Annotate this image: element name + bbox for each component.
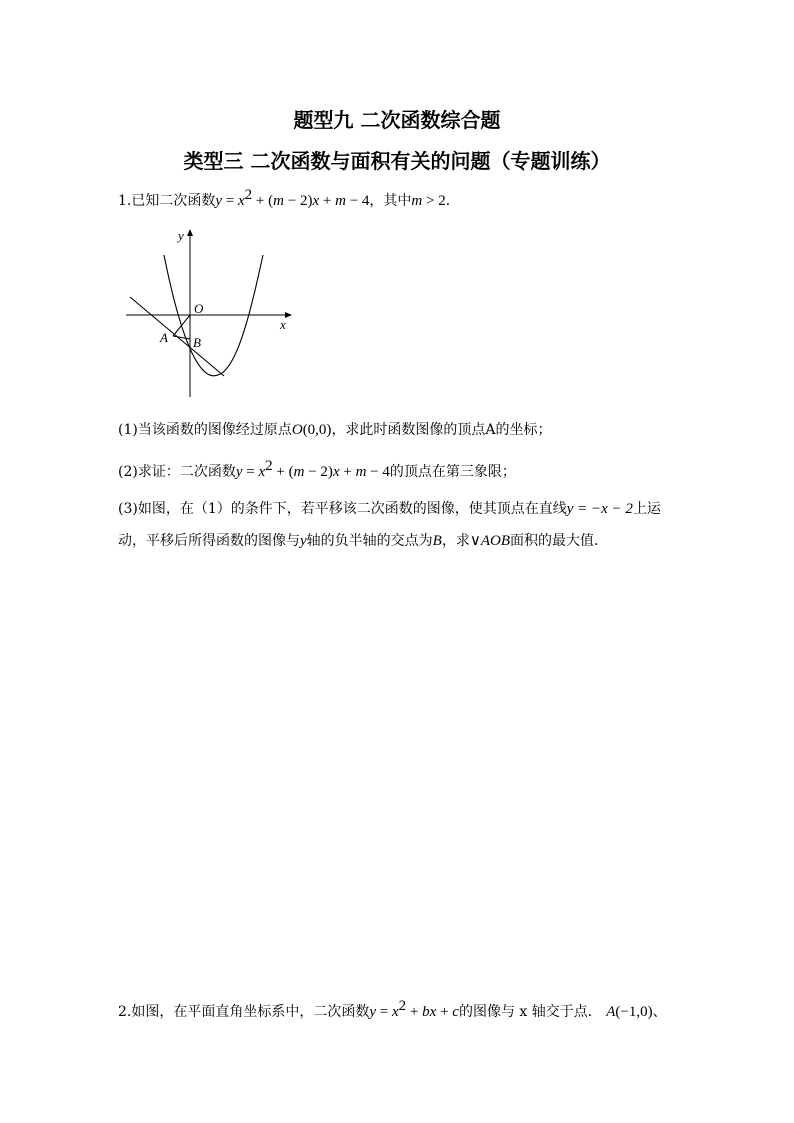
segment-ao bbox=[173, 315, 190, 336]
x-axis-arrow-icon bbox=[285, 312, 292, 318]
problem-1-part-3-line-2: 动，平移后所得函数的图像与y轴的负半轴的交点为B，求∨AOB面积的最大值． bbox=[118, 533, 608, 549]
segment-ab bbox=[173, 336, 190, 339]
y-axis-arrow-icon bbox=[187, 229, 193, 236]
problem-1-stem: 1.已知二次函数$y = x^2 + (m - 2)x + m - 4$，其中m > 2． bbox=[118, 187, 460, 209]
section-title: 题型九 二次函数综合题 bbox=[293, 108, 501, 132]
label-a: A bbox=[160, 330, 168, 345]
label-o: O bbox=[194, 301, 204, 316]
label-y: y bbox=[178, 228, 184, 243]
problem-1-part-1: (1)当该函数的图像经过原点O(0,0)，求此时函数图像的顶点A的坐标； bbox=[118, 422, 552, 438]
problem-1-part-2: (2)求证：二次函数$y = x^2 + (m - 2)x + m - 4$的顶点在第三象限； bbox=[118, 458, 516, 480]
problem-2-stem: 2.如图，在平面直角坐标系中，二次函数$y = x^2$ + bx + c的图像与 x 轴交于点． A(−1,0)、 bbox=[118, 998, 667, 1020]
section-subtitle: 类型三 二次函数与面积有关的问题（专题训练） bbox=[183, 149, 611, 173]
problem-1-part-3-line-1: (3)如图，在（1）的条件下，若平移该二次函数的图像，使其顶点在直线y = −x − 2上运 bbox=[118, 501, 661, 517]
label-b: B bbox=[193, 335, 201, 350]
problem-1-figure bbox=[120, 225, 295, 405]
label-x: x bbox=[280, 317, 286, 332]
